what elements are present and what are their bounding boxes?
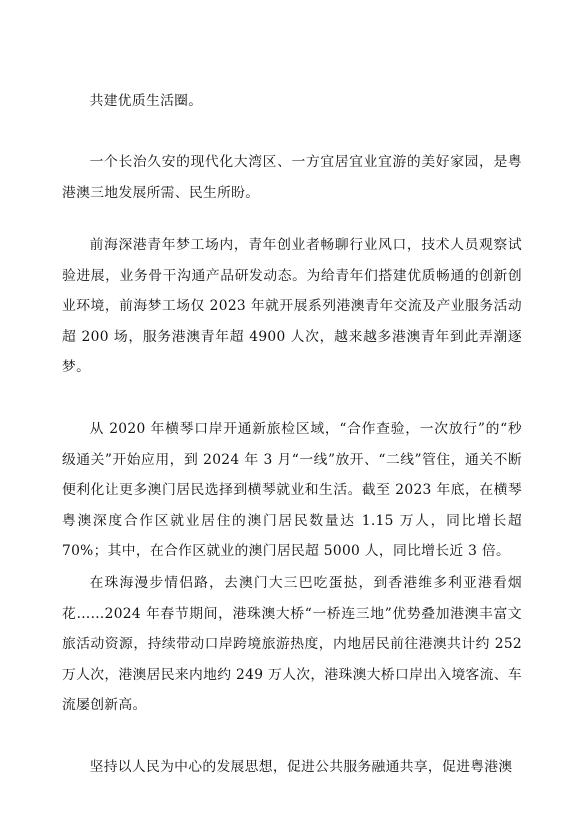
paragraph-1: 共建优质生活圈。: [89, 93, 203, 109]
paragraph-4: 从 2020 年横琴口岸开通新旅检区域，“合作查验，一次放行”的“秒级通关”开始应用，到 2024 年 3 月“一线”放开、“二线”管住，通关不断便利化让更多澳门居民选择到横琴就业和生活。截至 2023 年底，在横琴粤澳深度合作区就业居住的澳门居民数量达 1.15 万人，同比增长超 70%；其中，在合作区就业的澳门居民超 5000 人，同比增长近 3 倍。: [62, 421, 522, 559]
paragraph-5: 在珠海漫步情侣路，去澳门大三巴吃蛋挞，到香港维多利亚港看烟花……2024 年春节期间，港珠澳大桥“一桥连三地”优势叠加港澳丰富文旅活动资源，持续带动口岸跨境旅游热度，内地居民前往港澳共计约 252 万人次，港澳居民来内地约 249 万人次，港珠澳大桥口岸出入境客流、车流屡创新高。: [62, 575, 522, 713]
paragraph-6: 坚持以人民为中心的发展思想，促进公共服务融通共享，促进粤港澳: [89, 759, 513, 775]
paragraph-3: 前海深港青年梦工场内，青年创业者畅聊行业风口，技术人员观察试验进展，业务骨干沟通产品研发动态。为给青年们搭建优质畅通的创新创业环境，前海梦工场仅 2023 年就开展系列港澳青年交流及产业服务活动超 200 场，服务港澳青年超 4900 人次，越来越多港澳青年到此弄潮逐梦。: [62, 237, 522, 375]
paragraph-2: 一个长治久安的现代化大湾区、一方宜居宜业宜游的美好家园，是粤港澳三地发展所需、民生所盼。: [62, 154, 522, 201]
